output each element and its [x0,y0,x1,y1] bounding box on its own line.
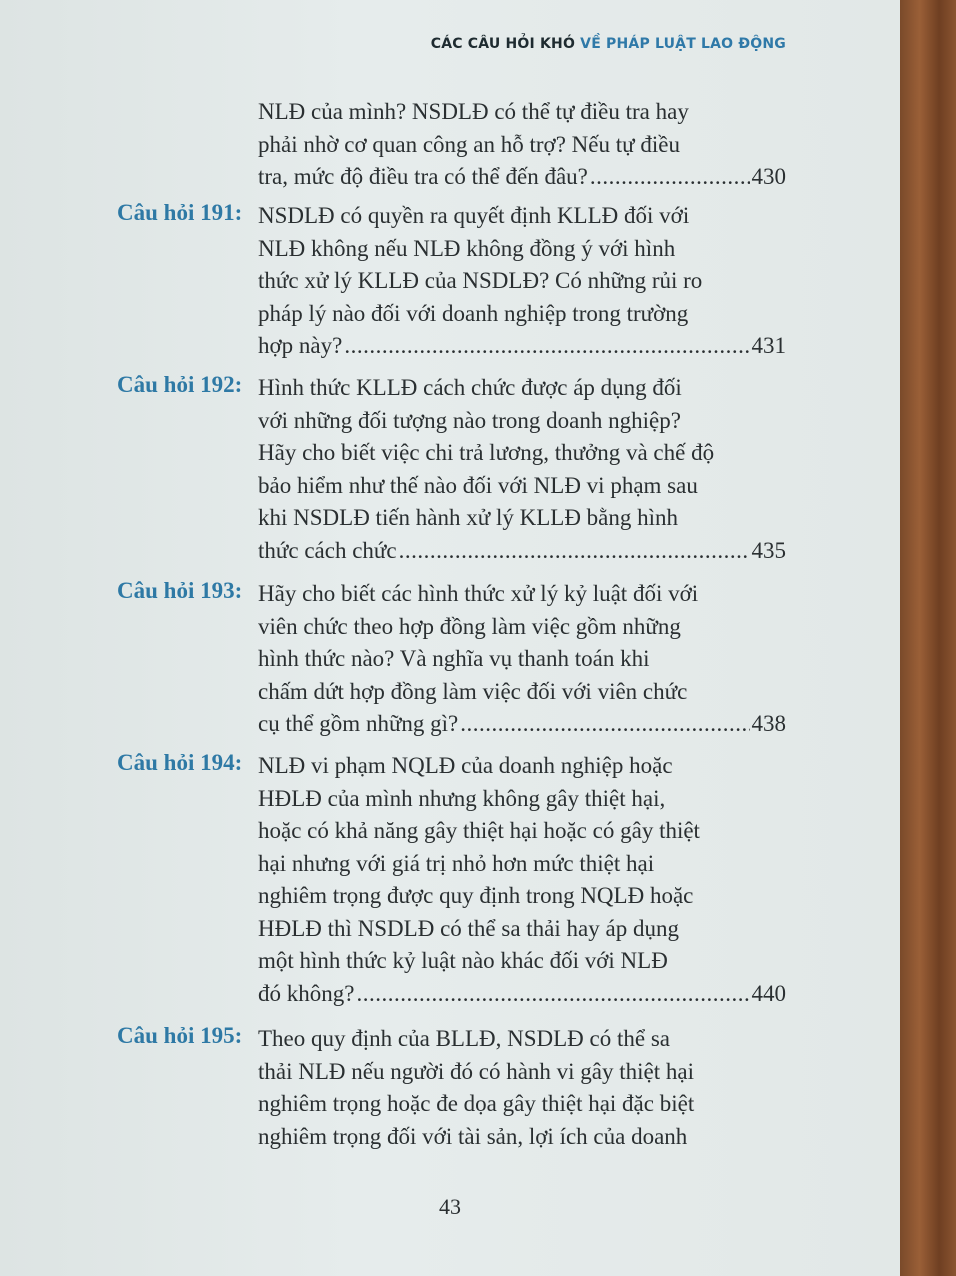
entry-line: NSDLĐ có quyền ra quyết định KLLĐ đối với [258,203,690,228]
entry-line: thải NLĐ nếu người đó có hành vi gây thiệt hại [258,1058,694,1084]
wooden-table-edge [900,0,956,1276]
entry-line: hại nhưng với giá trị nhỏ hơn mức thiệt hại [258,850,655,876]
page-number: 43 [439,1194,461,1219]
entry-page-number: 431 [751,333,786,358]
entry-line: Hãy cho biết việc chi trả lương, thưởng và chế độ [258,440,715,465]
entry-page-number: 440 [751,980,786,1006]
entry-page-number: 435 [751,537,786,563]
entry-last-line [258,330,786,363]
header-title-part2: VỀ PHÁP LUẬT LAO ĐỘNG [580,36,786,52]
leader-dots [356,978,749,1011]
question-label: Câu hỏi 194: [117,750,243,775]
entry-line: Hãy cho biết các hình thức xử lý kỷ luật đối với [258,581,699,606]
leader-dots [399,535,750,568]
leader-dots [344,330,749,363]
entry-line: chấm dứt hợp đồng làm việc đối với viên chức [258,678,688,704]
entry-line: bảo hiểm như thế nào đối với NLĐ vi phạm sau [258,472,698,498]
entry-line: NLĐ vi phạm NQLĐ của doanh nghiệp hoặc [258,753,673,778]
entry-last-line [258,708,786,741]
entry-text [258,96,786,194]
question-label: Câu hỏi 192: [117,372,243,397]
entry-line: khi NSDLĐ tiến hành xử lý KLLĐ bằng hình [258,505,679,530]
entry-last-line [258,978,786,1011]
entry-line: NLĐ không nếu NLĐ không đồng ý với hình [258,235,676,261]
entry-text [258,200,786,363]
entry-line: hoặc có khả năng gây thiệt hại hoặc có gây thiệt [258,818,700,843]
entry-line: Hình thức KLLĐ cách chức được áp dụng đối [258,375,682,400]
entry-line: NLĐ của mình? NSDLĐ có thể tự điều tra hay [258,99,689,124]
entry-line: với những đối tượng nào trong doanh nghiệp? [258,407,681,433]
entry-page-number: 430 [751,164,786,189]
question-label: Câu hỏi 195: [117,1023,243,1048]
entry-last-text: hợp này? [258,333,343,358]
running-header [431,36,786,52]
question-label: Câu hỏi 193: [117,578,243,603]
leader-dots [590,161,750,194]
entry-line: HĐLĐ thì NSDLĐ có thể sa thải hay áp dụng [258,915,679,941]
entry-last-text: thức cách chức [258,537,397,563]
entry-line: Theo quy định của BLLĐ, NSDLĐ có thể sa [258,1026,671,1051]
entry-page-number: 438 [751,711,786,736]
header-title-part1: CÁC CÂU HỎI KHÓ [430,36,576,52]
entry-last-line [258,161,786,194]
entry-line: nghiêm trọng đối với tài sản, lợi ích của doanh [258,1123,688,1149]
entry-line: nghiêm trọng được quy định trong NQLĐ hoặc [258,883,694,908]
entry-line: một hình thức kỷ luật nào khác đối với NLĐ [258,948,668,973]
entry-line: HĐLĐ của mình nhưng không gây thiệt hại, [258,785,666,811]
entry-line: hình thức nào? Và nghĩa vụ thanh toán khi [258,646,650,671]
entry-line: thức xử lý KLLĐ của NSDLĐ? Có những rủi ro [258,268,703,293]
question-label: Câu hỏi 191: [117,200,243,225]
entry-text [258,578,786,741]
entry-line: phải nhờ cơ quan công an hỗ trợ? Nếu tự điều [258,131,680,157]
entry-text [258,750,786,1010]
entry-last-text: tra, mức độ điều tra có thể đến đâu? [258,164,588,189]
entry-text [258,1023,786,1153]
entry-line: viên chức theo hợp đồng làm việc gồm những [258,613,681,639]
entry-last-text: đó không? [258,980,355,1006]
entry-last-line [258,535,786,568]
entry-line: pháp lý nào đối với doanh nghiệp trong trường [258,300,689,326]
entry-line: nghiêm trọng hoặc đe dọa gây thiệt hại đặc biệt [258,1091,695,1116]
leader-dots [460,708,749,741]
entry-text [258,372,786,567]
entry-last-text: cụ thể gồm những gì? [258,711,459,736]
